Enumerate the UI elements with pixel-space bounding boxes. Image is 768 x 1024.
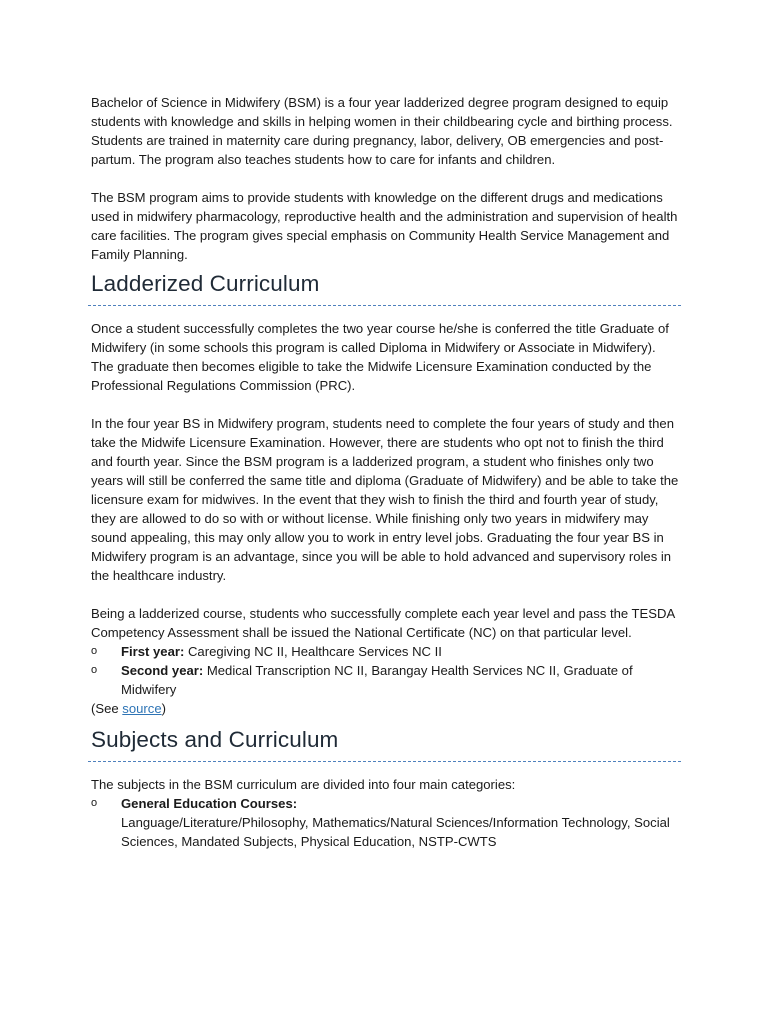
list-item-label: First year:: [121, 644, 185, 659]
list-item-text: Language/Literature/Philosophy, Mathematics/Natural Sciences/Information Technology, Social Sciences, Mandated Subjects, Physical Education, NSTP-CWTS: [121, 815, 670, 849]
bullet-icon: o: [91, 645, 98, 657]
subjects-heading: Subjects and Curriculum: [91, 727, 339, 752]
list-item: [91, 642, 681, 661]
subjects-intro: The subjects in the BSM curriculum are divided into four main categories:: [91, 777, 516, 792]
list-item-text: Medical Transcription NC II, Barangay Health Services NC II, Graduate of Midwifery: [121, 663, 633, 697]
bullet-icon: o: [91, 664, 98, 676]
list-item: [91, 794, 681, 851]
bullet-icon: o: [91, 797, 98, 809]
see-suffix: ): [161, 701, 166, 716]
intro-paragraph-1: Bachelor of Science in Midwifery (BSM) is a four year ladderized degree program designed to equip students with knowledge and skills in helping women in their childbearing cycle and birthing process. Students are trained in maternity care during pregnancy, labor, delivery, OB emergencies and post-partum. The program also teaches students how to care for infants and children.: [91, 95, 673, 167]
see-source-line: [91, 699, 681, 718]
intro-paragraph-2: The BSM program aims to provide students with knowledge on the different drugs and medications used in midwifery pharmacology, reproductive health and the administration and supervision of health care facilities. The program gives special emphasis on Community Health Service Management and Family Planning.: [91, 190, 678, 262]
list-item-label: General Education Courses:: [121, 796, 298, 811]
list-item-label: Second year:: [121, 663, 204, 678]
ladderized-paragraph-2: In the four year BS in Midwifery program, students need to complete the four years of study and then take the Midwife Licensure Examination. However, there are students who opt not to finish the third and fourth year. Since the BSM program is a ladderized program, a student who finishes only two years will still be conferred the same title and diploma (Graduate of Midwifery) and be able to take the licensure exam for midwives. In the event that they wish to finish the third and fourth year of study, they are allowed to do so with or without license. While finishing only two years in midwifery may sound appealing, this may only allow you to work in entry level jobs. Graduating the four year BS in Midwifery program is an advantage, since you will be able to hold advanced and supervisory roles in the healthcare industry.: [91, 416, 679, 583]
heading-divider: [88, 305, 681, 306]
ladderized-paragraph-1: Once a student successfully completes the two year course he/she is conferred the title Graduate of Midwifery (in some schools this program is called Diploma in Midwifery or Associate in Midwifery). The graduate then becomes eligible to take the Midwife Licensure Examination conducted by the Professional Regulations Commission (PRC).: [91, 321, 669, 393]
ladderized-heading: Ladderized Curriculum: [91, 271, 320, 296]
ladderized-paragraph-3: Being a ladderized course, students who successfully complete each year level and pass the TESDA Competency Assessment shall be issued the National Certificate (NC) on that particular level.: [91, 606, 675, 640]
list-item: [91, 661, 681, 699]
document-page: [91, 93, 681, 851]
see-prefix: (See: [91, 701, 123, 716]
nc-list: [91, 642, 681, 699]
source-link[interactable]: source: [122, 701, 162, 716]
heading-divider: [88, 761, 681, 762]
subjects-list: [91, 794, 681, 851]
list-item-text: Caregiving NC II, Healthcare Services NC II: [184, 644, 442, 659]
